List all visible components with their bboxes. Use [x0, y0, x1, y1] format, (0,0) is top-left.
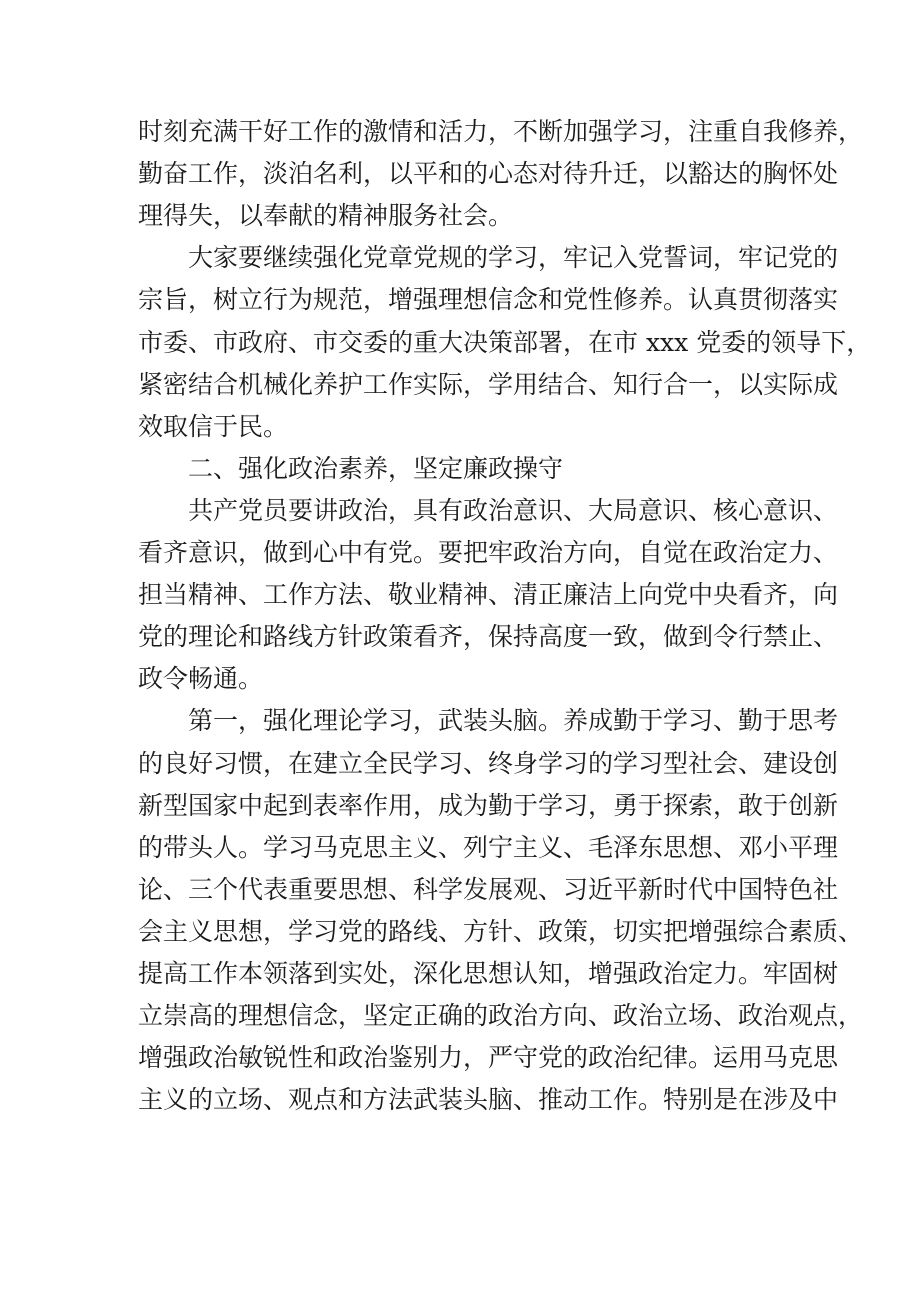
text-line: 新型国家中起到表率作用，成为勤于学习，勇于探索，敢于创新: [138, 790, 839, 820]
text-line: 效取信于民。: [138, 411, 289, 441]
text-line: 会主义思想，学习党的路线、方针、政策，切实把增强综合素质、: [138, 916, 864, 946]
text-line: 立崇高的理想信念，坚定正确的政治方向、政治立场、政治观点，: [138, 1001, 864, 1031]
text-line: 政令畅通。: [138, 664, 264, 694]
text-line: 的带头人。学习马克思主义、列宁主义、毛泽东思想、邓小平理: [138, 832, 839, 862]
text-line: 增强政治敏锐性和政治鉴别力，严守党的政治纪律。运用马克思: [138, 1043, 839, 1073]
text-line: 勤奋工作，淡泊名利，以平和的心态对待升迁，以豁达的胸怀处: [138, 159, 839, 189]
paragraph-first-line: 大家要继续强化党章党规的学习，牢记入党誓词，牢记党的: [188, 243, 839, 273]
text-line: 市委、市政府、市交委的重大决策部署，在市 xxx 党委的领导下，: [138, 327, 872, 357]
text-line: 党的理论和路线方针政策看齐，保持高度一致，做到令行禁止、: [138, 622, 839, 652]
text-line: 看齐意识，做到心中有党。要把牢政治方向，自觉在政治定力、: [138, 538, 839, 567]
text-line: 主义的立场、观点和方法武装头脑、推动工作。特别是在涉及中: [138, 1085, 839, 1115]
text-line: 紧密结合机械化养护工作实际，学用结合、知行合一，以实际成: [138, 369, 839, 399]
text-line: 提高工作本领落到实处，深化思想认知，增强政治定力。牢固树: [138, 959, 839, 988]
text-line: 的良好习惯，在建立全民学习、终身学习的学习型社会、建设创: [138, 748, 839, 778]
paragraph-first-line: 共产党员要讲政治，具有政治意识、大局意识、核心意识、: [188, 495, 839, 525]
paragraph-first-line: 第一，强化理论学习，武装头脑。养成勤于学习、勤于思考: [188, 706, 839, 736]
text-line: 论、三个代表重要思想、科学发展观、习近平新时代中国特色社: [138, 874, 839, 904]
text-line: 理得失，以奉献的精神服务社会。: [138, 201, 514, 231]
section-heading: 二、强化政治素养，坚定廉政操守: [188, 453, 564, 483]
text-line: 宗旨，树立行为规范，增强理想信念和党性修养。认真贯彻落实: [138, 285, 839, 315]
text-line: 时刻充满干好工作的激情和活力，不断加强学习，注重自我修养，: [138, 117, 864, 146]
text-line: 担当精神、工作方法、敬业精神、清正廉洁上向党中央看齐，向: [138, 580, 839, 610]
